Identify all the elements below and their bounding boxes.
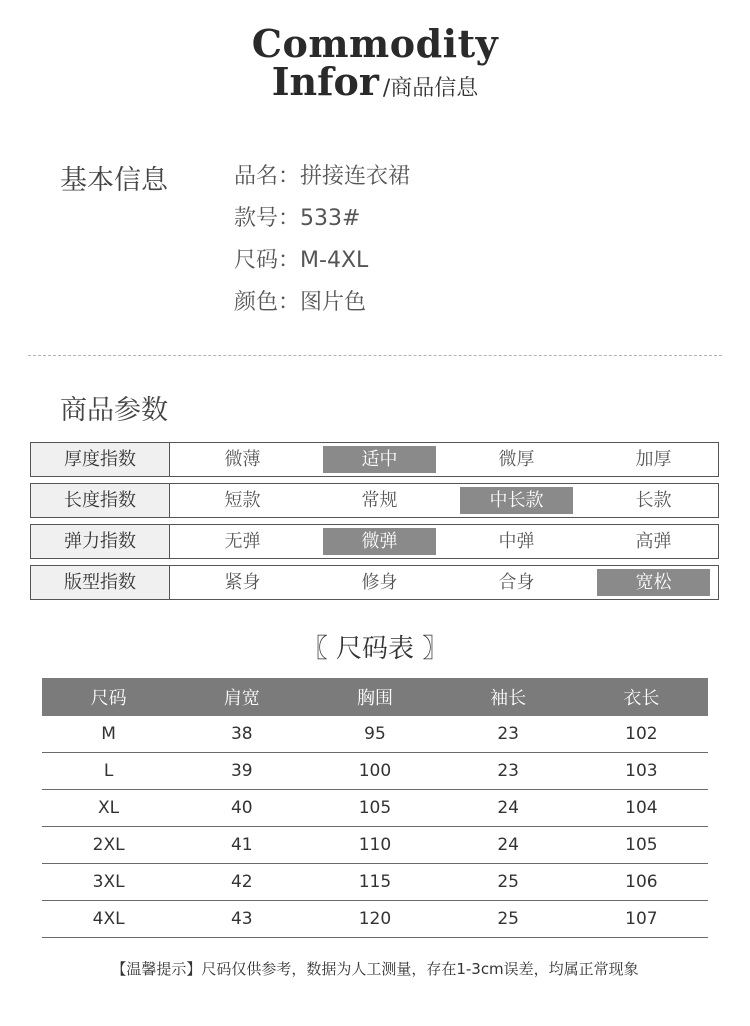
param-row-elasticity [30, 524, 719, 559]
table-cell: 41 [175, 827, 308, 864]
param-options [170, 443, 718, 476]
param-option-selected: 宽松 [597, 569, 710, 596]
header-title-line2: Infor [271, 59, 379, 104]
section-divider [28, 355, 722, 356]
info-value: 图片色 [300, 290, 367, 315]
param-option: 中弹 [498, 531, 535, 552]
table-header-cell: 胸围 [308, 678, 441, 716]
table-cell: 38 [175, 716, 308, 753]
info-value: M-4XL [300, 248, 369, 273]
param-option: 加厚 [635, 449, 672, 470]
table-row [42, 864, 708, 901]
param-option-selected: 微弹 [323, 528, 436, 555]
table-cell: 103 [575, 753, 708, 790]
size-table [42, 678, 708, 938]
info-value: 533# [300, 206, 361, 231]
table-cell: 25 [442, 864, 575, 901]
table-cell: 23 [442, 716, 575, 753]
basic-info-list [234, 158, 410, 326]
param-options [170, 566, 718, 599]
table-cell: 2XL [42, 827, 175, 864]
params-title: 商品参数 [60, 395, 168, 426]
info-label: 品名 [234, 164, 279, 189]
param-option-selected: 中长款 [460, 487, 573, 514]
table-row [42, 901, 708, 938]
param-option: 无弹 [224, 531, 261, 552]
header-title-line2-wrap [0, 60, 750, 112]
table-cell: 25 [442, 901, 575, 938]
table-cell: 40 [175, 790, 308, 827]
param-label: 弹力指数 [31, 525, 170, 558]
table-cell: 105 [575, 827, 708, 864]
info-label: 尺码 [234, 248, 279, 273]
table-cell: 4XL [42, 901, 175, 938]
param-option-selected: 适中 [323, 446, 436, 473]
table-row [42, 753, 708, 790]
param-option: 长款 [635, 490, 672, 511]
param-option: 微薄 [224, 449, 261, 470]
table-cell: 39 [175, 753, 308, 790]
table-cell: 102 [575, 716, 708, 753]
table-cell: 43 [175, 901, 308, 938]
param-options [170, 525, 718, 558]
header-subtitle: /商品信息 [382, 76, 479, 101]
param-label: 厚度指数 [31, 443, 170, 476]
param-options [170, 484, 718, 517]
param-label: 版型指数 [31, 566, 170, 599]
info-row: 款号：533# [234, 206, 361, 231]
table-cell: 24 [442, 790, 575, 827]
table-header-cell: 尺码 [42, 678, 175, 716]
size-table-title: 〖 尺码表 〗 [301, 634, 449, 664]
table-cell: 106 [575, 864, 708, 901]
table-cell: 104 [575, 790, 708, 827]
table-cell: 24 [442, 827, 575, 864]
table-cell: 95 [308, 716, 441, 753]
param-row-length [30, 483, 719, 518]
info-label: 款号 [234, 206, 279, 231]
table-header-cell: 衣长 [575, 678, 708, 716]
table-cell: 100 [308, 753, 441, 790]
table-header-row [42, 678, 708, 716]
param-option: 合身 [498, 572, 535, 593]
table-cell: 3XL [42, 864, 175, 901]
table-cell: L [42, 753, 175, 790]
size-note: 【温馨提示】尺码仅供参考，数据为人工测量，存在1-3cm误差，均属正常现象 [111, 960, 639, 978]
param-option: 高弹 [635, 531, 672, 552]
param-option: 修身 [361, 572, 398, 593]
table-cell: XL [42, 790, 175, 827]
header-title-line1: Commodity [251, 21, 499, 66]
info-row: 颜色：图片色 [234, 290, 367, 315]
table-cell: 42 [175, 864, 308, 901]
table-row [42, 716, 708, 753]
param-option: 常规 [361, 490, 398, 511]
info-label: 颜色 [234, 290, 279, 315]
table-row [42, 790, 708, 827]
table-cell: 107 [575, 901, 708, 938]
table-header-cell: 袖长 [442, 678, 575, 716]
info-row: 尺码：M-4XL [234, 248, 369, 273]
table-header-cell: 肩宽 [175, 678, 308, 716]
basic-info-title: 基本信息 [60, 165, 168, 196]
param-option: 微厚 [498, 449, 535, 470]
table-cell: 110 [308, 827, 441, 864]
table-cell: 115 [308, 864, 441, 901]
param-row-fit [30, 565, 719, 600]
table-cell: 23 [442, 753, 575, 790]
table-row [42, 827, 708, 864]
param-option: 短款 [224, 490, 261, 511]
table-cell: 105 [308, 790, 441, 827]
info-value: 拼接连衣裙 [300, 164, 411, 189]
param-label: 长度指数 [31, 484, 170, 517]
param-option: 紧身 [224, 572, 261, 593]
param-row-thickness [30, 442, 719, 477]
header [0, 22, 750, 112]
table-cell: M [42, 716, 175, 753]
table-cell: 120 [308, 901, 441, 938]
info-row: 品名：拼接连衣裙 [234, 164, 411, 189]
